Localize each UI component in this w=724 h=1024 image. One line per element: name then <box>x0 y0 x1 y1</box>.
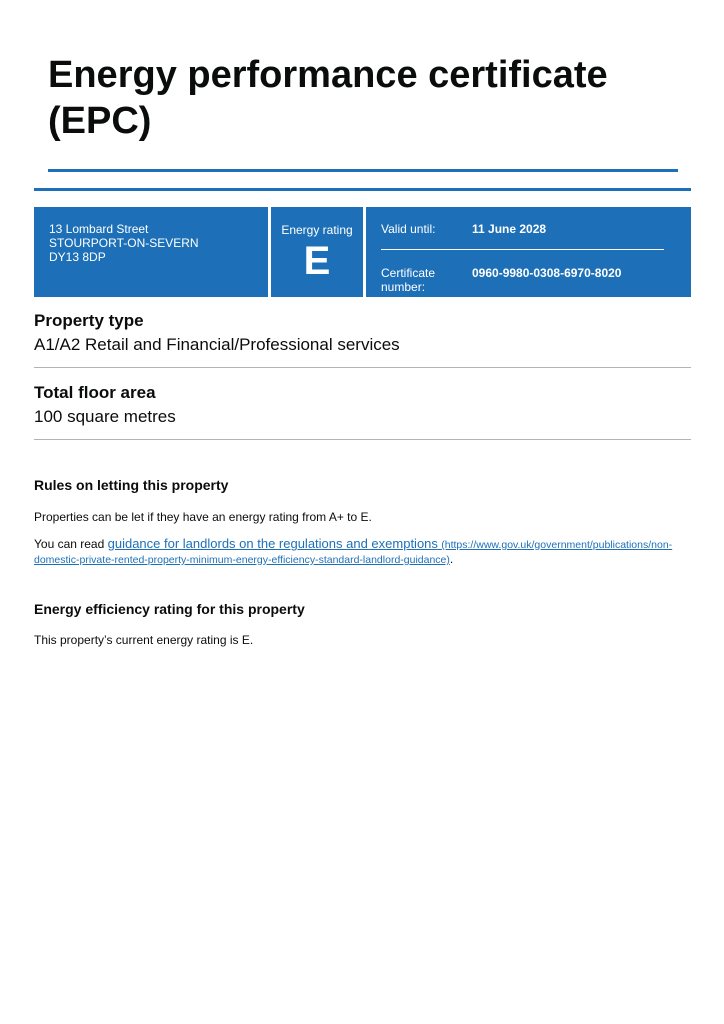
divider <box>34 367 691 368</box>
guidance-link-url-1: (https://www.gov.uk/government/publications/non- <box>441 539 673 551</box>
energy-rating-label: Energy rating <box>281 223 353 237</box>
energy-rating-block <box>271 207 363 297</box>
valid-until-value: 11 June 2028 <box>472 222 547 236</box>
section-divider <box>34 188 691 191</box>
efficiency-heading: Energy efficiency rating for this property <box>34 601 305 617</box>
guidance-paragraph <box>34 537 674 567</box>
page-title: Energy performance certificate (EPC) <box>48 54 608 142</box>
summary-panel <box>34 207 691 297</box>
efficiency-text: This property’s current energy rating is E. <box>34 633 254 647</box>
title-underline <box>48 169 678 172</box>
address-block <box>34 207 268 297</box>
address-line-1: 13 Lombard Street <box>49 222 149 236</box>
address-line-2: STOURPORT-ON-SEVERN <box>49 236 199 250</box>
validity-separator <box>381 249 664 250</box>
address-line-3: DY13 8DP <box>49 250 106 264</box>
energy-rating-letter: E <box>303 239 331 283</box>
letting-rules-heading: Rules on letting this property <box>34 477 229 493</box>
property-type-value: A1/A2 Retail and Financial/Professional services <box>34 335 400 354</box>
property-type-heading: Property type <box>34 311 144 330</box>
guidance-prefix: You can read <box>34 537 108 551</box>
divider <box>34 439 691 440</box>
certificate-number-row <box>381 266 691 294</box>
guidance-link[interactable] <box>34 537 672 566</box>
validity-block <box>366 207 691 297</box>
certificate-number-value: 0960-9980-0308-6970-8020 <box>472 266 622 280</box>
floor-area-heading: Total floor area <box>34 383 156 402</box>
certificate-number-label: Certificate number: <box>381 266 436 294</box>
valid-until-label: Valid until: <box>381 222 436 236</box>
guidance-link-url-2: domestic-private-rented-property-minimum-energy-efficiency-standard-landlord-guidance) <box>34 554 450 566</box>
letting-rules-text: Properties can be let if they have an energy rating from A+ to E. <box>34 510 372 524</box>
valid-until-row <box>381 222 691 236</box>
guidance-link-text: guidance for landlords on the regulations and exemptions <box>107 536 438 551</box>
guidance-suffix: . <box>449 552 454 566</box>
floor-area-value: 100 square metres <box>34 407 176 426</box>
